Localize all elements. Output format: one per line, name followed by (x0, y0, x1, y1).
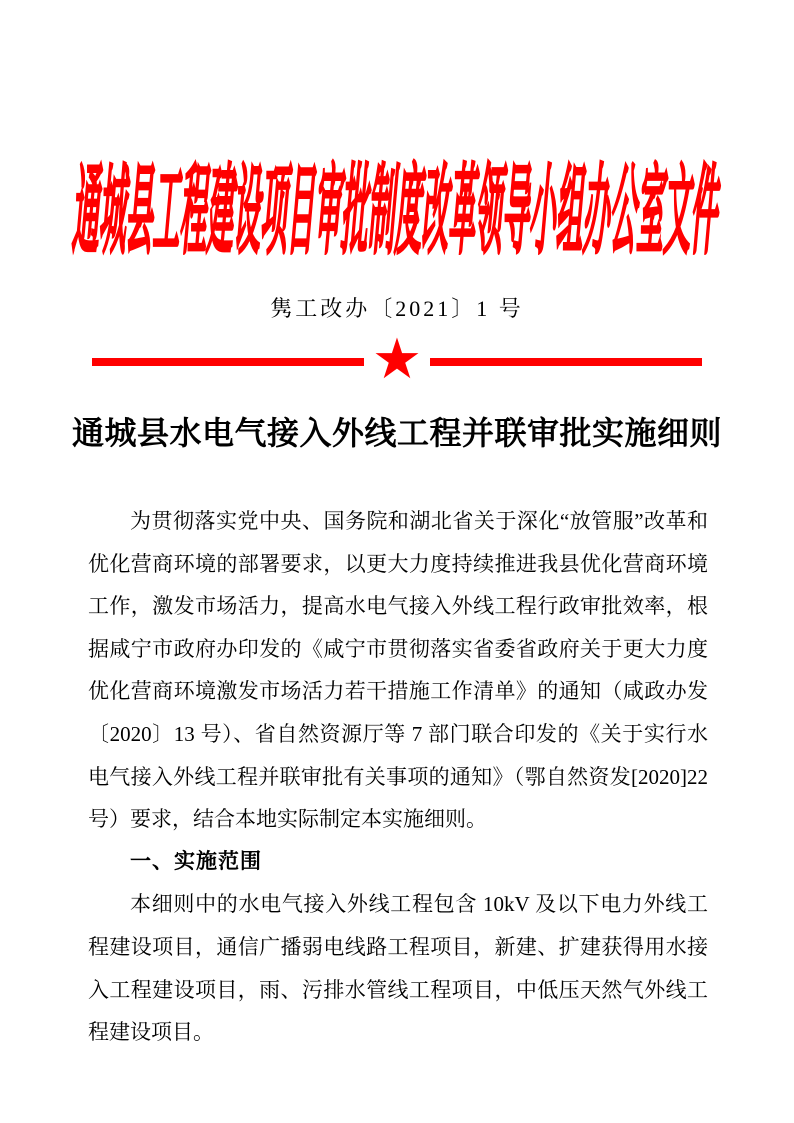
document-number: 隽工改办〔2021〕1 号 (270, 296, 524, 321)
section-heading-scope: 一、实施范围 (130, 849, 262, 873)
divider-line-right (430, 358, 702, 366)
red-divider (92, 327, 702, 392)
document-title: 通城县水电气接入外线工程并联审批实施细则 (71, 415, 722, 451)
star-icon: ★ (371, 327, 423, 392)
document-body (88, 500, 708, 1054)
paragraph-scope: 本细则中的水电气接入外线工程包含 10kV 及以下电力外线工程建设项目，通信广播弱电线路工程项目，新建、扩建获得用水接入工程建设项目，雨、污排水管线工程项目，中低压天然气外线工程建设项目。 (88, 892, 708, 1045)
divider-line-left (92, 358, 364, 366)
agency-title: 通城县工程建设项目审批制度改革领导小组办公室文件 (69, 156, 725, 267)
red-header-banner (0, 158, 794, 266)
paragraph-intro: 为贯彻落实党中央、国务院和湖北省关于深化“放管服”改革和优化营商环境的部署要求，以更大力度持续推进我县优化营商环境工作，激发市场活力，提高水电气接入外线工程行政审批效率，根据咸宁市政府办印发的《咸宁市贯彻落实省委省政府关于更大力度优化营商环境激发市场活力若干措施工作清单》的通知（咸政办发〔2020〕13 号）、省自然资源厅等 7 部门联合印发的《关于实行水电气接入外线工程并联审批有关事项的通知》（鄂自然资发[2020]22 号）要求，结合本地实际制定本实施细则。 (88, 509, 708, 832)
